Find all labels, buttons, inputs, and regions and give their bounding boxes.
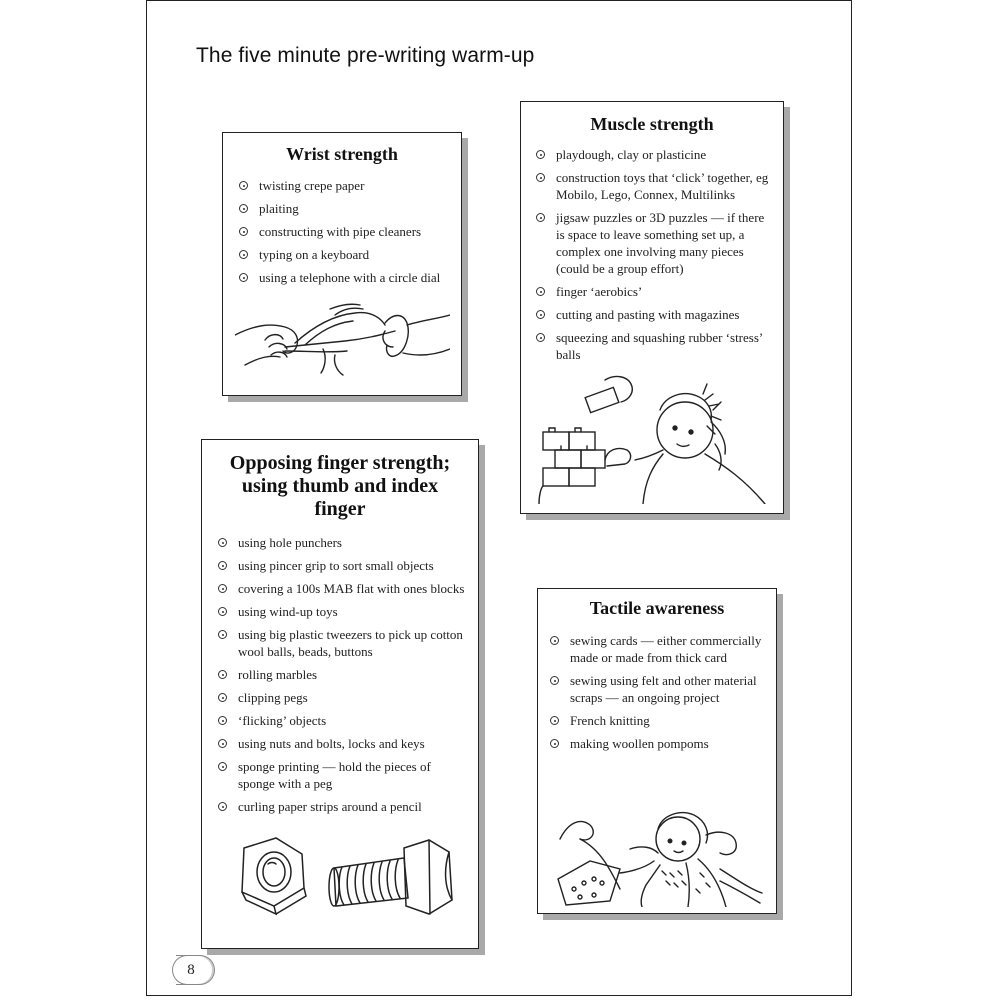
bullet-icon	[218, 584, 227, 593]
bullet-icon	[218, 538, 227, 547]
bullet-icon	[536, 173, 545, 182]
list-item: using big plastic tweezers to pick up cotton wool balls, beads, buttons	[218, 626, 470, 660]
list-item: sewing using felt and other material scraps — an ongoing project	[550, 672, 768, 706]
list-item: French knitting	[550, 712, 768, 729]
bullet-icon	[550, 716, 559, 725]
bullet-icon	[239, 227, 248, 236]
bullet-icon	[218, 739, 227, 748]
nut-and-bolt-illustration	[224, 828, 464, 928]
bullet-icon	[218, 670, 227, 679]
card-muscle-strength	[520, 101, 784, 514]
page-title: The five minute pre-writing warm-up	[196, 44, 535, 67]
list-item: curling paper strips around a pencil	[218, 798, 470, 815]
list-item: clipping pegs	[218, 689, 470, 706]
list-item: playdough, clay or plasticine	[536, 146, 775, 163]
card-title: Tactile awareness	[589, 598, 725, 618]
bullet-icon	[536, 213, 545, 222]
page-number-badge	[176, 955, 215, 985]
child-sewing-card-illustration	[550, 809, 765, 907]
bullet-icon	[218, 802, 227, 811]
bullet-icon	[550, 676, 559, 685]
bullet-icon	[239, 181, 248, 190]
list-item: sewing cards — either commercially made or made from thick card	[550, 632, 768, 666]
list-item: using wind-up toys	[218, 603, 470, 620]
hands-twisting-paper-illustration	[235, 295, 450, 385]
list-item: construction toys that ‘click’ together, eg Mobilo, Lego, Connex, Multilinks	[536, 169, 775, 203]
list-item: using hole punchers	[218, 534, 470, 551]
bullet-icon	[218, 561, 227, 570]
list-item: finger ‘aerobics’	[536, 283, 775, 300]
card-wrist-strength	[222, 132, 462, 396]
bullet-icon	[550, 636, 559, 645]
list-item: covering a 100s MAB flat with ones blocks	[218, 580, 470, 597]
list-item: plaiting	[239, 200, 461, 217]
bullet-icon	[218, 630, 227, 639]
list-item: rolling marbles	[218, 666, 470, 683]
bullet-icon	[536, 333, 545, 342]
card-title: Wrist strength	[286, 144, 398, 164]
list-item: ‘flicking’ objects	[218, 712, 470, 729]
card-title: Opposing finger strength; using thumb and index finger	[229, 452, 451, 520]
bullet-icon	[550, 739, 559, 748]
bullet-icon	[239, 273, 248, 282]
bullet-icon	[239, 204, 248, 213]
page-number: 8	[187, 961, 195, 978]
list-item: cutting and pasting with magazines	[536, 306, 775, 323]
list-item: jigsaw puzzles or 3D puzzles — if there is space to leave something set up, a complex one involving many pieces (could be a group effort)	[536, 209, 775, 277]
bullet-icon	[536, 150, 545, 159]
list-item: twisting crepe paper	[239, 177, 461, 194]
child-building-blocks-illustration	[535, 370, 773, 504]
bullet-icon	[239, 250, 248, 259]
bullet-icon	[218, 716, 227, 725]
bullet-icon	[218, 762, 227, 771]
card-tactile-awareness	[537, 588, 777, 914]
bullet-icon	[536, 310, 545, 319]
list-item: sponge printing — hold the pieces of sponge with a peg	[218, 758, 470, 792]
list-item: constructing with pipe cleaners	[239, 223, 461, 240]
list-item: using pincer grip to sort small objects	[218, 557, 470, 574]
bullet-icon	[218, 607, 227, 616]
bullet-icon	[536, 287, 545, 296]
card-opposing-finger-strength	[201, 439, 479, 949]
card-title: Muscle strength	[590, 114, 714, 134]
list-item: typing on a keyboard	[239, 246, 461, 263]
bullet-icon	[218, 693, 227, 702]
list-item: making woollen pompoms	[550, 735, 768, 752]
list-item: using a telephone with a circle dial	[239, 269, 461, 286]
list-item: squeezing and squashing rubber ‘stress’ balls	[536, 329, 775, 363]
list-item: using nuts and bolts, locks and keys	[218, 735, 470, 752]
